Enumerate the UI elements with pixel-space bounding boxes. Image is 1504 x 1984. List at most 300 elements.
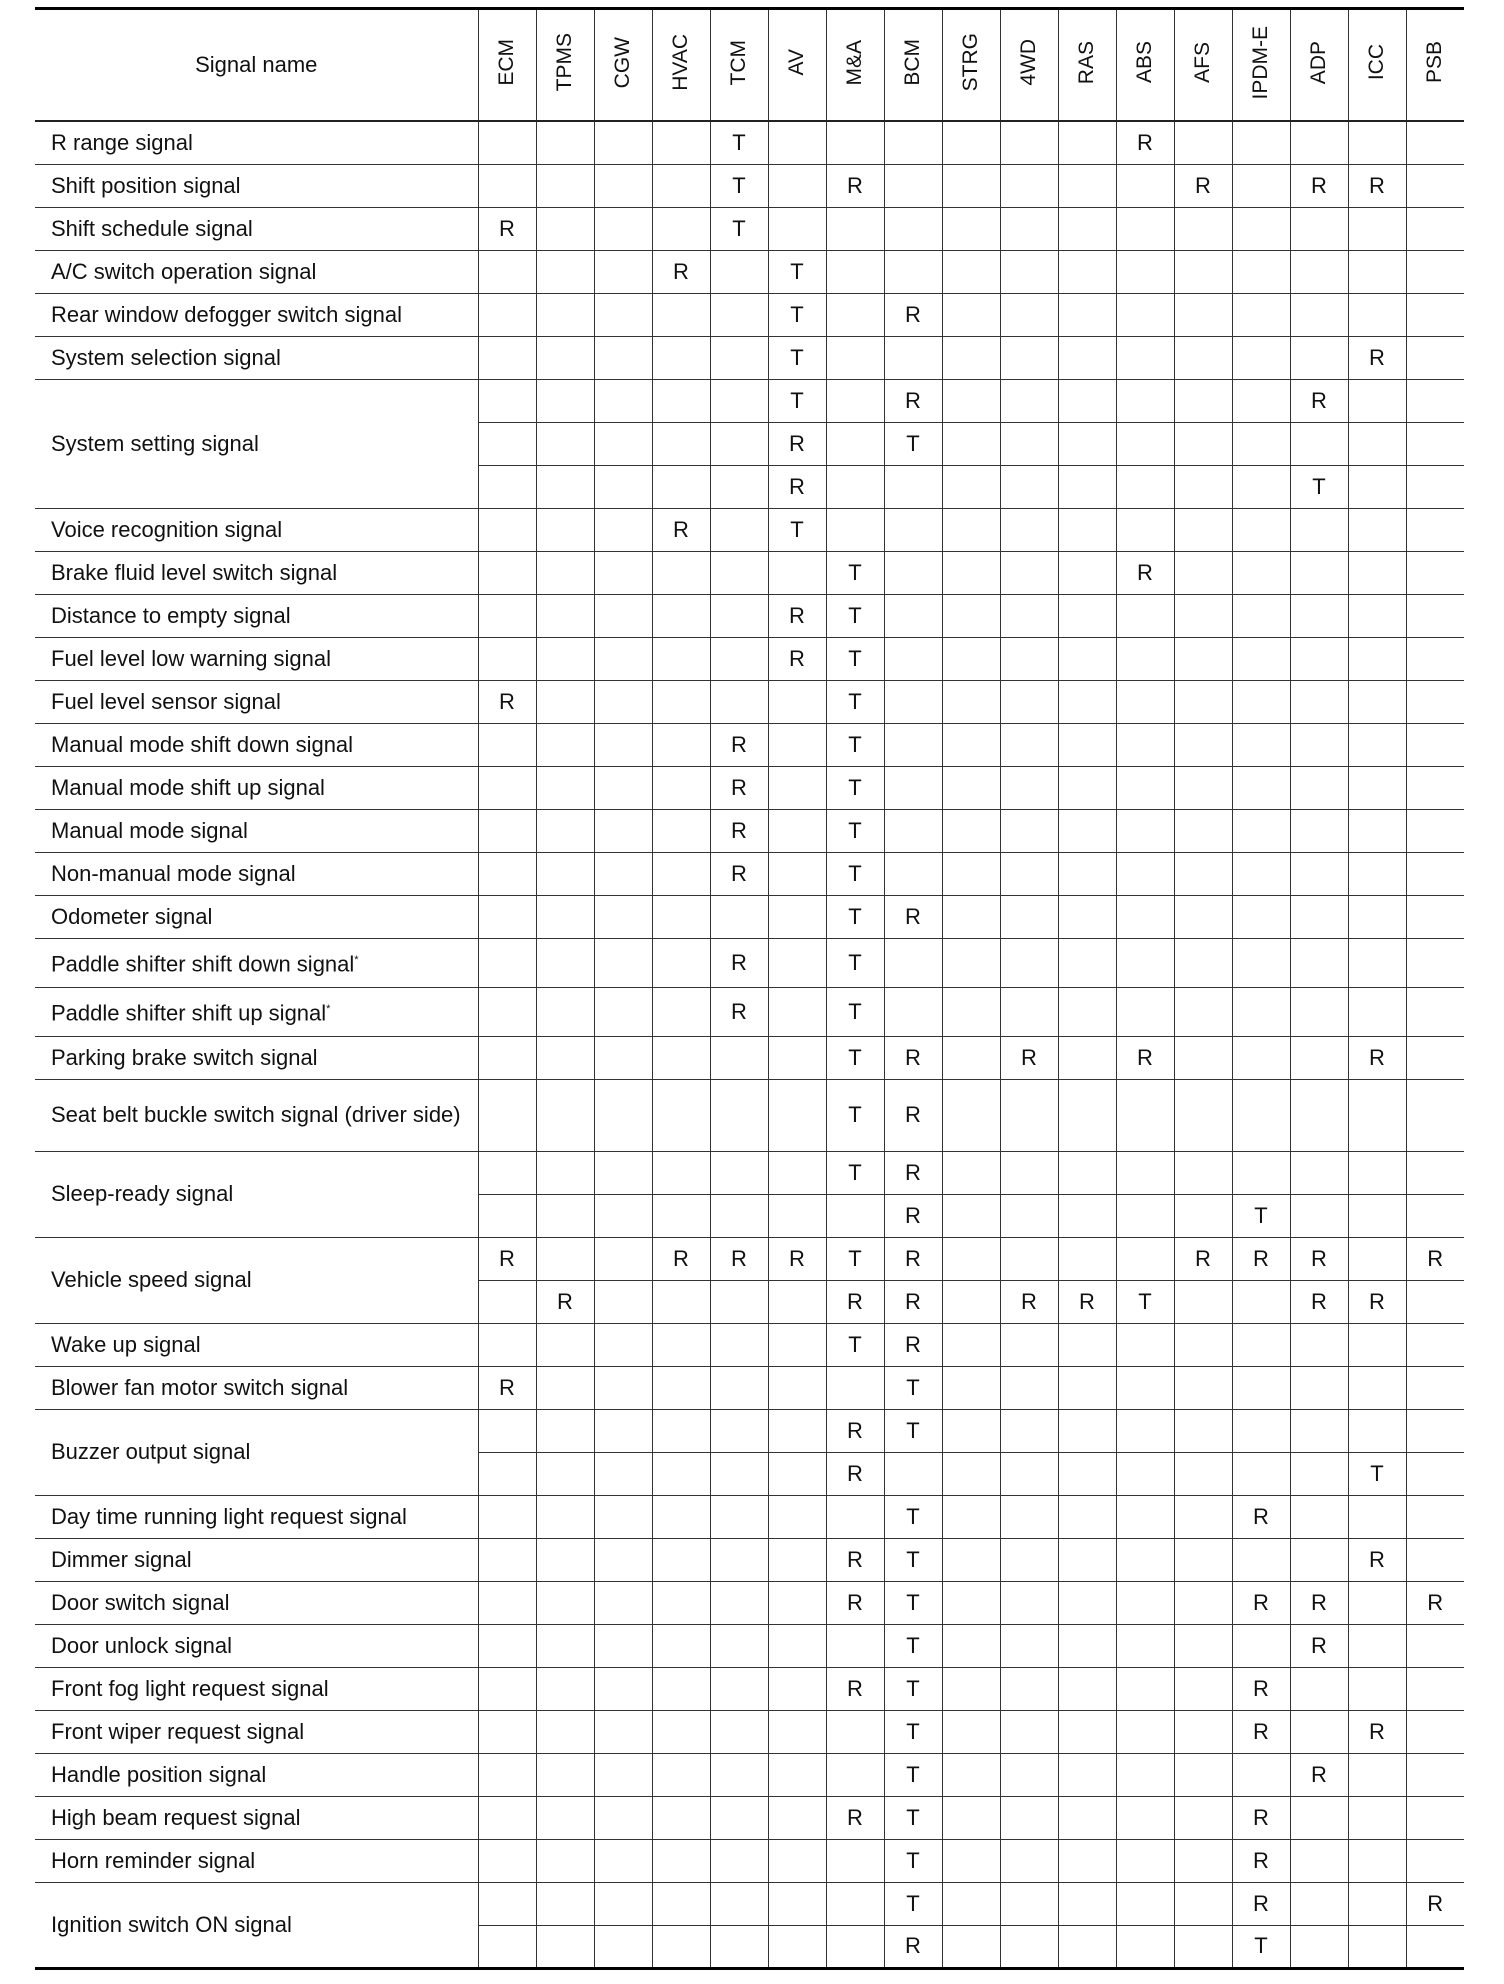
- cell-abs: [1116, 1882, 1174, 1925]
- cell-hvac: [652, 938, 710, 987]
- cell-afs: R: [1174, 164, 1232, 207]
- cell-hvac: [652, 164, 710, 207]
- cell-hvac: [652, 1194, 710, 1237]
- cell-abs: [1116, 809, 1174, 852]
- cell-m-a: [826, 293, 884, 336]
- cell-afs: [1174, 379, 1232, 422]
- cell-afs: [1174, 938, 1232, 987]
- cell-4wd: [1000, 1151, 1058, 1194]
- cell-tcm: [710, 1839, 768, 1882]
- cell-ipdm-e: R: [1232, 1882, 1290, 1925]
- module-label: IPDM-E: [1249, 25, 1272, 100]
- module-header-hvac: [652, 9, 710, 122]
- cell-cgw: [594, 594, 652, 637]
- cell-av: R: [768, 1237, 826, 1280]
- cell-cgw: [594, 164, 652, 207]
- cell-ecm: [478, 422, 536, 465]
- cell-ipdm-e: [1232, 121, 1290, 164]
- signal-name-cell: [35, 637, 478, 680]
- cell-psb: [1406, 1366, 1464, 1409]
- cell-hvac: [652, 723, 710, 766]
- cell-av: R: [768, 637, 826, 680]
- cell-cgw: [594, 1882, 652, 1925]
- cell-afs: [1174, 1839, 1232, 1882]
- cell-adp: [1290, 250, 1348, 293]
- cell-bcm: [884, 465, 942, 508]
- signal-name-cell: [35, 1796, 478, 1839]
- signal-name: Brake fluid level switch signal: [51, 559, 338, 585]
- cell-ipdm-e: [1232, 379, 1290, 422]
- cell-cgw: [594, 1925, 652, 1968]
- cell-bcm: [884, 594, 942, 637]
- cell-ecm: [478, 895, 536, 938]
- cell-tpms: [536, 1667, 594, 1710]
- cell-hvac: [652, 1280, 710, 1323]
- cell-strg: [942, 1753, 1000, 1796]
- module-header-abs: [1116, 9, 1174, 122]
- cell-ras: [1058, 1882, 1116, 1925]
- cell-av: [768, 987, 826, 1036]
- cell-av: [768, 766, 826, 809]
- cell-4wd: [1000, 938, 1058, 987]
- signal-name: Door unlock signal: [51, 1632, 232, 1658]
- cell-tcm: [710, 1624, 768, 1667]
- cell-icc: [1348, 895, 1406, 938]
- cell-afs: [1174, 895, 1232, 938]
- cell-strg: [942, 809, 1000, 852]
- cell-tcm: [710, 1495, 768, 1538]
- cell-tpms: R: [536, 1280, 594, 1323]
- cell-abs: [1116, 1624, 1174, 1667]
- cell-strg: [942, 637, 1000, 680]
- cell-tpms: [536, 1036, 594, 1079]
- cell-ras: [1058, 1452, 1116, 1495]
- cell-ecm: [478, 379, 536, 422]
- cell-ecm: [478, 1151, 536, 1194]
- cell-icc: [1348, 1366, 1406, 1409]
- module-label: AV: [785, 49, 808, 76]
- cell-bcm: R: [884, 293, 942, 336]
- cell-psb: [1406, 1710, 1464, 1753]
- cell-psb: [1406, 1753, 1464, 1796]
- cell-m-a: R: [826, 1409, 884, 1452]
- cell-cgw: [594, 1624, 652, 1667]
- cell-ipdm-e: [1232, 336, 1290, 379]
- cell-adp: [1290, 1796, 1348, 1839]
- can-signal-chart: [35, 7, 1464, 1970]
- cell-icc: [1348, 551, 1406, 594]
- table-row: [35, 1538, 1464, 1581]
- cell-tpms: [536, 766, 594, 809]
- cell-av: [768, 938, 826, 987]
- cell-abs: R: [1116, 1036, 1174, 1079]
- cell-4wd: [1000, 1079, 1058, 1151]
- cell-av: R: [768, 465, 826, 508]
- cell-4wd: [1000, 121, 1058, 164]
- cell-ecm: [478, 1538, 536, 1581]
- cell-4wd: [1000, 1366, 1058, 1409]
- cell-ecm: [478, 1079, 536, 1151]
- cell-4wd: [1000, 1753, 1058, 1796]
- cell-adp: [1290, 422, 1348, 465]
- cell-strg: [942, 1796, 1000, 1839]
- cell-4wd: R: [1000, 1036, 1058, 1079]
- cell-psb: [1406, 1667, 1464, 1710]
- cell-ras: [1058, 1925, 1116, 1968]
- signal-name: Distance to empty signal: [51, 602, 291, 628]
- table-row: [35, 1409, 1464, 1452]
- table-row: [35, 938, 1464, 987]
- cell-hvac: [652, 465, 710, 508]
- cell-icc: [1348, 1925, 1406, 1968]
- cell-m-a: [826, 1710, 884, 1753]
- module-header-ras: [1058, 9, 1116, 122]
- cell-ecm: [478, 766, 536, 809]
- signal-name: Sleep-ready signal: [51, 1181, 234, 1206]
- cell-icc: [1348, 723, 1406, 766]
- cell-ipdm-e: [1232, 938, 1290, 987]
- cell-strg: [942, 164, 1000, 207]
- cell-strg: [942, 1409, 1000, 1452]
- cell-cgw: [594, 1839, 652, 1882]
- module-header-strg: [942, 9, 1000, 122]
- cell-tpms: [536, 1237, 594, 1280]
- cell-4wd: [1000, 293, 1058, 336]
- cell-m-a: R: [826, 1667, 884, 1710]
- cell-ras: [1058, 1839, 1116, 1882]
- cell-strg: [942, 1581, 1000, 1624]
- cell-hvac: [652, 1036, 710, 1079]
- cell-4wd: [1000, 1710, 1058, 1753]
- cell-bcm: [884, 1452, 942, 1495]
- cell-tcm: [710, 379, 768, 422]
- cell-abs: [1116, 637, 1174, 680]
- signal-name-cell: [35, 987, 478, 1036]
- cell-icc: [1348, 1796, 1406, 1839]
- cell-ipdm-e: [1232, 1036, 1290, 1079]
- cell-abs: [1116, 1581, 1174, 1624]
- cell-adp: [1290, 594, 1348, 637]
- cell-m-a: T: [826, 637, 884, 680]
- cell-hvac: [652, 121, 710, 164]
- signal-name-cell: [35, 207, 478, 250]
- cell-tcm: [710, 465, 768, 508]
- cell-hvac: [652, 1079, 710, 1151]
- cell-ras: [1058, 766, 1116, 809]
- cell-adp: [1290, 1667, 1348, 1710]
- cell-strg: [942, 1882, 1000, 1925]
- cell-strg: [942, 1538, 1000, 1581]
- signal-name-cell: [35, 895, 478, 938]
- signal-name: Front fog light request signal: [51, 1675, 329, 1701]
- cell-ecm: [478, 1194, 536, 1237]
- cell-bcm: T: [884, 1882, 942, 1925]
- table-row: [35, 1581, 1464, 1624]
- cell-adp: [1290, 1882, 1348, 1925]
- cell-abs: [1116, 1079, 1174, 1151]
- cell-4wd: [1000, 1839, 1058, 1882]
- cell-av: [768, 1366, 826, 1409]
- signal-name: R range signal: [51, 129, 193, 155]
- cell-ipdm-e: [1232, 1079, 1290, 1151]
- module-label: CGW: [611, 36, 634, 89]
- cell-afs: [1174, 680, 1232, 723]
- cell-strg: [942, 121, 1000, 164]
- cell-strg: [942, 1839, 1000, 1882]
- cell-icc: T: [1348, 1452, 1406, 1495]
- cell-abs: [1116, 1452, 1174, 1495]
- cell-abs: R: [1116, 121, 1174, 164]
- signal-name: Handle position signal: [51, 1761, 267, 1787]
- cell-abs: [1116, 987, 1174, 1036]
- cell-av: [768, 1409, 826, 1452]
- cell-hvac: [652, 379, 710, 422]
- table-row: [35, 1366, 1464, 1409]
- cell-abs: [1116, 465, 1174, 508]
- cell-av: [768, 1194, 826, 1237]
- cell-av: [768, 1710, 826, 1753]
- module-header-m-a: [826, 9, 884, 122]
- cell-cgw: [594, 336, 652, 379]
- cell-tcm: [710, 336, 768, 379]
- cell-psb: [1406, 938, 1464, 987]
- module-header-icc: [1348, 9, 1406, 122]
- cell-av: [768, 852, 826, 895]
- cell-ecm: [478, 250, 536, 293]
- cell-av: [768, 1452, 826, 1495]
- cell-ras: [1058, 1151, 1116, 1194]
- signal-name-header: Signal name: [35, 9, 478, 122]
- cell-adp: [1290, 987, 1348, 1036]
- cell-icc: [1348, 293, 1406, 336]
- module-label: RAS: [1075, 40, 1098, 85]
- signal-name-cell: [35, 594, 478, 637]
- cell-ecm: [478, 508, 536, 551]
- cell-tcm: [710, 1079, 768, 1151]
- cell-ras: [1058, 594, 1116, 637]
- cell-adp: R: [1290, 1753, 1348, 1796]
- cell-abs: [1116, 1925, 1174, 1968]
- cell-m-a: [826, 1495, 884, 1538]
- cell-psb: [1406, 1280, 1464, 1323]
- module-header-cgw: [594, 9, 652, 122]
- cell-ecm: R: [478, 207, 536, 250]
- cell-tcm: [710, 1667, 768, 1710]
- cell-afs: [1174, 1624, 1232, 1667]
- cell-av: [768, 809, 826, 852]
- cell-ipdm-e: R: [1232, 1237, 1290, 1280]
- cell-adp: [1290, 1036, 1348, 1079]
- cell-4wd: [1000, 1538, 1058, 1581]
- cell-m-a: T: [826, 1237, 884, 1280]
- cell-bcm: [884, 680, 942, 723]
- cell-av: [768, 1624, 826, 1667]
- cell-tcm: R: [710, 938, 768, 987]
- cell-strg: [942, 1624, 1000, 1667]
- cell-abs: [1116, 293, 1174, 336]
- cell-adp: [1290, 895, 1348, 938]
- table-row: [35, 379, 1464, 422]
- cell-bcm: R: [884, 379, 942, 422]
- cell-icc: [1348, 987, 1406, 1036]
- signal-name: Parking brake switch signal: [51, 1044, 318, 1070]
- signal-name-cell: [35, 121, 478, 164]
- cell-ecm: [478, 1710, 536, 1753]
- cell-psb: [1406, 1839, 1464, 1882]
- cell-afs: [1174, 1194, 1232, 1237]
- cell-psb: [1406, 766, 1464, 809]
- cell-tcm: [710, 1036, 768, 1079]
- cell-tpms: [536, 1624, 594, 1667]
- cell-4wd: [1000, 422, 1058, 465]
- cell-tcm: [710, 508, 768, 551]
- cell-icc: R: [1348, 1280, 1406, 1323]
- cell-adp: R: [1290, 1624, 1348, 1667]
- signal-name: Front wiper request signal: [51, 1718, 305, 1744]
- cell-hvac: R: [652, 250, 710, 293]
- cell-cgw: [594, 723, 652, 766]
- table-row: [35, 1796, 1464, 1839]
- cell-ras: [1058, 293, 1116, 336]
- cell-av: [768, 1667, 826, 1710]
- cell-av: [768, 1925, 826, 1968]
- cell-psb: R: [1406, 1237, 1464, 1280]
- signal-name-cell: [35, 293, 478, 336]
- cell-4wd: [1000, 1925, 1058, 1968]
- cell-m-a: R: [826, 1280, 884, 1323]
- cell-4wd: [1000, 551, 1058, 594]
- cell-cgw: [594, 379, 652, 422]
- cell-ras: [1058, 1079, 1116, 1151]
- cell-afs: [1174, 465, 1232, 508]
- cell-afs: [1174, 1366, 1232, 1409]
- cell-bcm: [884, 551, 942, 594]
- cell-icc: [1348, 508, 1406, 551]
- cell-psb: [1406, 422, 1464, 465]
- cell-cgw: [594, 1280, 652, 1323]
- module-label: ICC: [1365, 44, 1388, 81]
- cell-bcm: T: [884, 1839, 942, 1882]
- cell-strg: [942, 895, 1000, 938]
- cell-tpms: [536, 594, 594, 637]
- cell-psb: [1406, 1409, 1464, 1452]
- cell-tcm: R: [710, 852, 768, 895]
- cell-psb: [1406, 1796, 1464, 1839]
- signal-name-cell: [35, 336, 478, 379]
- cell-av: [768, 1323, 826, 1366]
- cell-m-a: T: [826, 594, 884, 637]
- cell-bcm: [884, 766, 942, 809]
- cell-tcm: [710, 1151, 768, 1194]
- cell-hvac: R: [652, 1237, 710, 1280]
- cell-afs: [1174, 637, 1232, 680]
- cell-ecm: [478, 1495, 536, 1538]
- cell-adp: [1290, 207, 1348, 250]
- cell-tpms: [536, 809, 594, 852]
- cell-4wd: [1000, 336, 1058, 379]
- cell-4wd: [1000, 250, 1058, 293]
- module-header-afs: [1174, 9, 1232, 122]
- cell-ras: [1058, 465, 1116, 508]
- cell-ras: [1058, 379, 1116, 422]
- cell-strg: [942, 551, 1000, 594]
- cell-ecm: R: [478, 1237, 536, 1280]
- cell-adp: [1290, 1194, 1348, 1237]
- cell-icc: [1348, 1151, 1406, 1194]
- cell-ipdm-e: [1232, 987, 1290, 1036]
- cell-bcm: [884, 508, 942, 551]
- cell-m-a: R: [826, 164, 884, 207]
- signal-name: A/C switch operation signal: [51, 258, 317, 284]
- cell-av: T: [768, 336, 826, 379]
- cell-psb: [1406, 895, 1464, 938]
- signal-name: Blower fan motor switch signal: [51, 1374, 349, 1400]
- cell-adp: [1290, 680, 1348, 723]
- cell-icc: R: [1348, 1710, 1406, 1753]
- signal-name-cell: [35, 508, 478, 551]
- signal-name-cell: [35, 1366, 478, 1409]
- cell-strg: [942, 938, 1000, 987]
- cell-bcm: [884, 637, 942, 680]
- cell-tpms: [536, 551, 594, 594]
- signal-name: Shift position signal: [51, 172, 241, 198]
- cell-hvac: [652, 852, 710, 895]
- table-row: [35, 164, 1464, 207]
- cell-m-a: [826, 422, 884, 465]
- cell-afs: [1174, 422, 1232, 465]
- signal-name: Paddle shifter shift down signal: [51, 951, 355, 977]
- cell-adp: [1290, 1079, 1348, 1151]
- cell-bcm: [884, 938, 942, 987]
- cell-strg: [942, 379, 1000, 422]
- signal-name: Voice recognition signal: [51, 516, 283, 542]
- cell-hvac: [652, 809, 710, 852]
- cell-abs: [1116, 207, 1174, 250]
- cell-adp: [1290, 1538, 1348, 1581]
- cell-ipdm-e: [1232, 594, 1290, 637]
- cell-ras: [1058, 1624, 1116, 1667]
- table-row: [35, 809, 1464, 852]
- cell-av: [768, 551, 826, 594]
- signal-name: Dimmer signal: [51, 1546, 192, 1572]
- cell-ras: [1058, 852, 1116, 895]
- cell-ecm: [478, 164, 536, 207]
- signal-name-cell: [35, 680, 478, 723]
- signal-name: Wake up signal: [51, 1331, 201, 1357]
- cell-tcm: [710, 1194, 768, 1237]
- module-header-adp: [1290, 9, 1348, 122]
- cell-m-a: [826, 1624, 884, 1667]
- cell-tcm: [710, 594, 768, 637]
- cell-tcm: T: [710, 121, 768, 164]
- cell-tcm: T: [710, 164, 768, 207]
- signal-name-cell: [35, 1538, 478, 1581]
- signal-name-cell: [35, 1495, 478, 1538]
- cell-afs: [1174, 852, 1232, 895]
- cell-tpms: [536, 1796, 594, 1839]
- cell-cgw: [594, 1753, 652, 1796]
- cell-4wd: [1000, 465, 1058, 508]
- cell-icc: [1348, 1194, 1406, 1237]
- cell-ipdm-e: T: [1232, 1194, 1290, 1237]
- cell-av: T: [768, 379, 826, 422]
- cell-afs: [1174, 1036, 1232, 1079]
- cell-icc: [1348, 250, 1406, 293]
- cell-abs: [1116, 852, 1174, 895]
- cell-icc: [1348, 594, 1406, 637]
- cell-tpms: [536, 1753, 594, 1796]
- cell-adp: [1290, 121, 1348, 164]
